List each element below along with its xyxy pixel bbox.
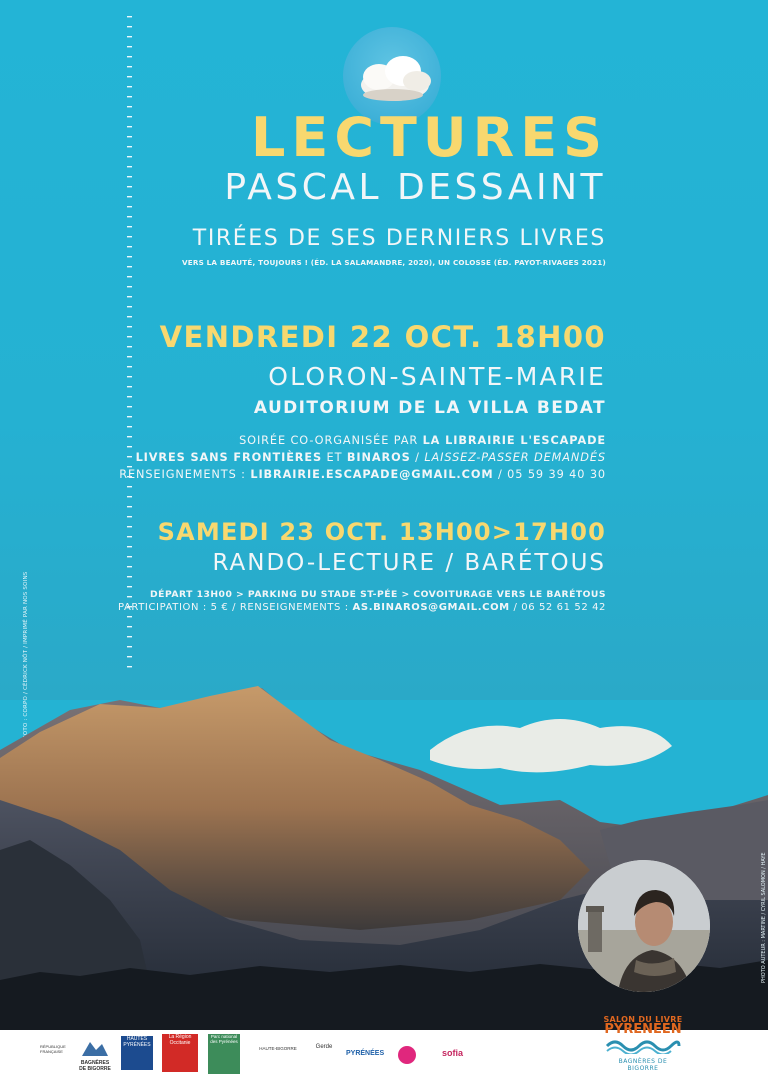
info-email-link[interactable]: AS.BINAROS@GMAIL.COM: [352, 602, 510, 613]
ruler-tick: [127, 126, 132, 127]
ruler-tick: [127, 146, 132, 147]
event1-venue: AUDITORIUM DE LA VILLA BEDAT: [253, 398, 606, 418]
ruler-tick: [127, 396, 132, 397]
ruler-tick: [127, 116, 132, 117]
ruler-tick: [127, 486, 132, 487]
event1-date: VENDREDI 22 OCT. 18H00: [159, 320, 606, 354]
ruler-tick: [127, 96, 132, 97]
ruler-tick: [127, 226, 132, 227]
ruler-tick: [127, 66, 132, 67]
ruler-tick: [127, 336, 132, 337]
tick-ruler: [127, 14, 133, 669]
ruler-tick: [127, 56, 132, 57]
salon-line2: PYRENEEN: [604, 1022, 682, 1037]
salon-wave-icon: [605, 1036, 681, 1054]
ruler-tick: [127, 186, 132, 187]
organizer-prefix: SOIRÉE CO-ORGANISÉE PAR: [239, 434, 423, 447]
event1-organizer: [239, 434, 606, 447]
ruler-tick: [127, 426, 132, 427]
ruler-tick: [127, 296, 132, 297]
partners-sep: /: [410, 451, 425, 464]
logo-hautes-pyrenees: HAUTES PYRÉNÉES: [121, 1036, 153, 1070]
photo-credit-right: PHOTO AUTEUR : MARTINE / CYRIL SALOMON / HAYE: [761, 852, 767, 983]
ruler-tick: [127, 26, 132, 27]
salon-line1: SALON DU LIVRE: [603, 1015, 683, 1024]
salon-line3: BAGNÈRES DE BIGORRE: [618, 1058, 668, 1072]
ruler-tick: [127, 36, 132, 37]
organizer-name: LA LIBRAIRIE L'ESCAPADE: [422, 434, 606, 447]
ruler-tick: [127, 176, 132, 177]
ruler-tick: [127, 516, 132, 517]
ruler-tick: [127, 356, 132, 357]
ruler-tick: [127, 156, 132, 157]
ruler-tick: [127, 306, 132, 307]
ruler-tick: [127, 136, 132, 137]
ruler-tick: [127, 576, 132, 577]
ruler-tick: [127, 596, 132, 597]
logo-occitanie: La Région Occitanie: [162, 1034, 198, 1072]
ruler-tick: [127, 86, 132, 87]
ruler-tick: [127, 236, 132, 237]
ruler-tick: [127, 326, 132, 327]
ruler-tick: [127, 496, 132, 497]
ruler-tick: [127, 376, 132, 377]
salon-logo: [603, 1015, 683, 1075]
ruler-tick: [127, 276, 132, 277]
ruler-tick: [127, 216, 132, 217]
ruler-tick: [127, 386, 132, 387]
ruler-tick: [127, 546, 132, 547]
photo-credit-left: PHOTO : CORPO / CÉDRICK NÔT / IMPRIMÉ PAR NOS SOINS: [23, 571, 29, 743]
subtitle: TIRÉES DE SES DERNIERS LIVRES: [192, 226, 606, 251]
logo-republique: RÉPUBLIQUE FRANÇAISE: [40, 1044, 66, 1054]
partner-a: LIVRES SANS FRONTIÈRES: [135, 451, 323, 464]
author-portrait: [578, 860, 710, 992]
event2-place: RANDO-LECTURE / BARÉTOUS: [212, 550, 606, 576]
ruler-tick: [127, 556, 132, 557]
ruler-tick: [127, 346, 132, 347]
info-phone: / 06 52 61 52 42: [509, 602, 606, 613]
info-email-link[interactable]: LIBRAIRIE.ESCAPADE@GMAIL.COM: [250, 468, 494, 481]
ruler-tick: [127, 46, 132, 47]
event1-place: OLORON-SAINTE-MARIE: [268, 362, 606, 391]
logo-haute-bigorre: HAUTE-BIGORRE: [259, 1046, 297, 1051]
author-photo: [578, 860, 710, 992]
poster-title: LECTURES: [251, 106, 608, 169]
logo-label: BAGNÈRES DE BIGORRE: [79, 1060, 111, 1072]
event2-departure: DÉPART 13H00 > PARKING DU STADE ST-PÉE > COVOITURAGE VERS LE BARÉTOUS: [150, 589, 606, 600]
ruler-tick: [127, 366, 132, 367]
info-prefix: RENSEIGNEMENTS :: [119, 468, 251, 481]
editions-line: VERS LA BEAUTÉ, TOUJOURS ! (ÉD. LA SALAMANDRE, 2020), UN COLOSSE (ÉD. PAYOT-RIVAGES 2021): [181, 258, 606, 267]
ruler-tick: [127, 206, 132, 207]
partners-and: ET: [322, 451, 347, 464]
ruler-tick: [127, 526, 132, 527]
ruler-tick: [127, 536, 132, 537]
ruler-tick: [127, 196, 132, 197]
ruler-tick: [127, 16, 132, 17]
info-prefix: PARTICIPATION : 5 € / RENSEIGNEMENTS :: [117, 602, 353, 613]
ruler-tick: [127, 586, 132, 587]
ruler-tick: [127, 566, 132, 567]
ruler-tick: [127, 106, 132, 107]
ruler-tick: [127, 166, 132, 167]
ruler-tick: [127, 256, 132, 257]
event2-date: SAMEDI 23 OCT. 13H00>17H00: [157, 518, 606, 546]
logo-bagneres: [78, 1038, 112, 1072]
bagneres-icon: [78, 1038, 112, 1058]
ruler-tick: [127, 436, 132, 437]
ruler-tick: [127, 446, 132, 447]
ruler-tick: [127, 266, 132, 267]
logo-pink-circle-icon: [398, 1046, 416, 1064]
event1-partners: [136, 451, 606, 464]
ruler-tick: [127, 406, 132, 407]
ruler-tick: [127, 416, 132, 417]
ruler-tick: [127, 76, 132, 77]
ruler-tick: [127, 286, 132, 287]
partner-b: BINAROS: [346, 451, 411, 464]
logo-sofia: sofia: [442, 1048, 464, 1058]
pass-note: LAISSEZ-PASSER DEMANDÉS: [424, 451, 606, 464]
event1-info: [119, 468, 606, 481]
ruler-tick: [127, 316, 132, 317]
logo-gerde: Gerde: [315, 1044, 333, 1050]
ruler-tick: [127, 456, 132, 457]
info-phone: / 05 59 39 40 30: [493, 468, 606, 481]
author-name: PASCAL DESSAINT: [224, 167, 606, 208]
logo-pyrenees: PYRÉNÉES: [346, 1050, 385, 1057]
ruler-tick: [127, 246, 132, 247]
logo-parc-national: Parc national des Pyrénées: [208, 1034, 240, 1074]
ruler-tick: [127, 506, 132, 507]
